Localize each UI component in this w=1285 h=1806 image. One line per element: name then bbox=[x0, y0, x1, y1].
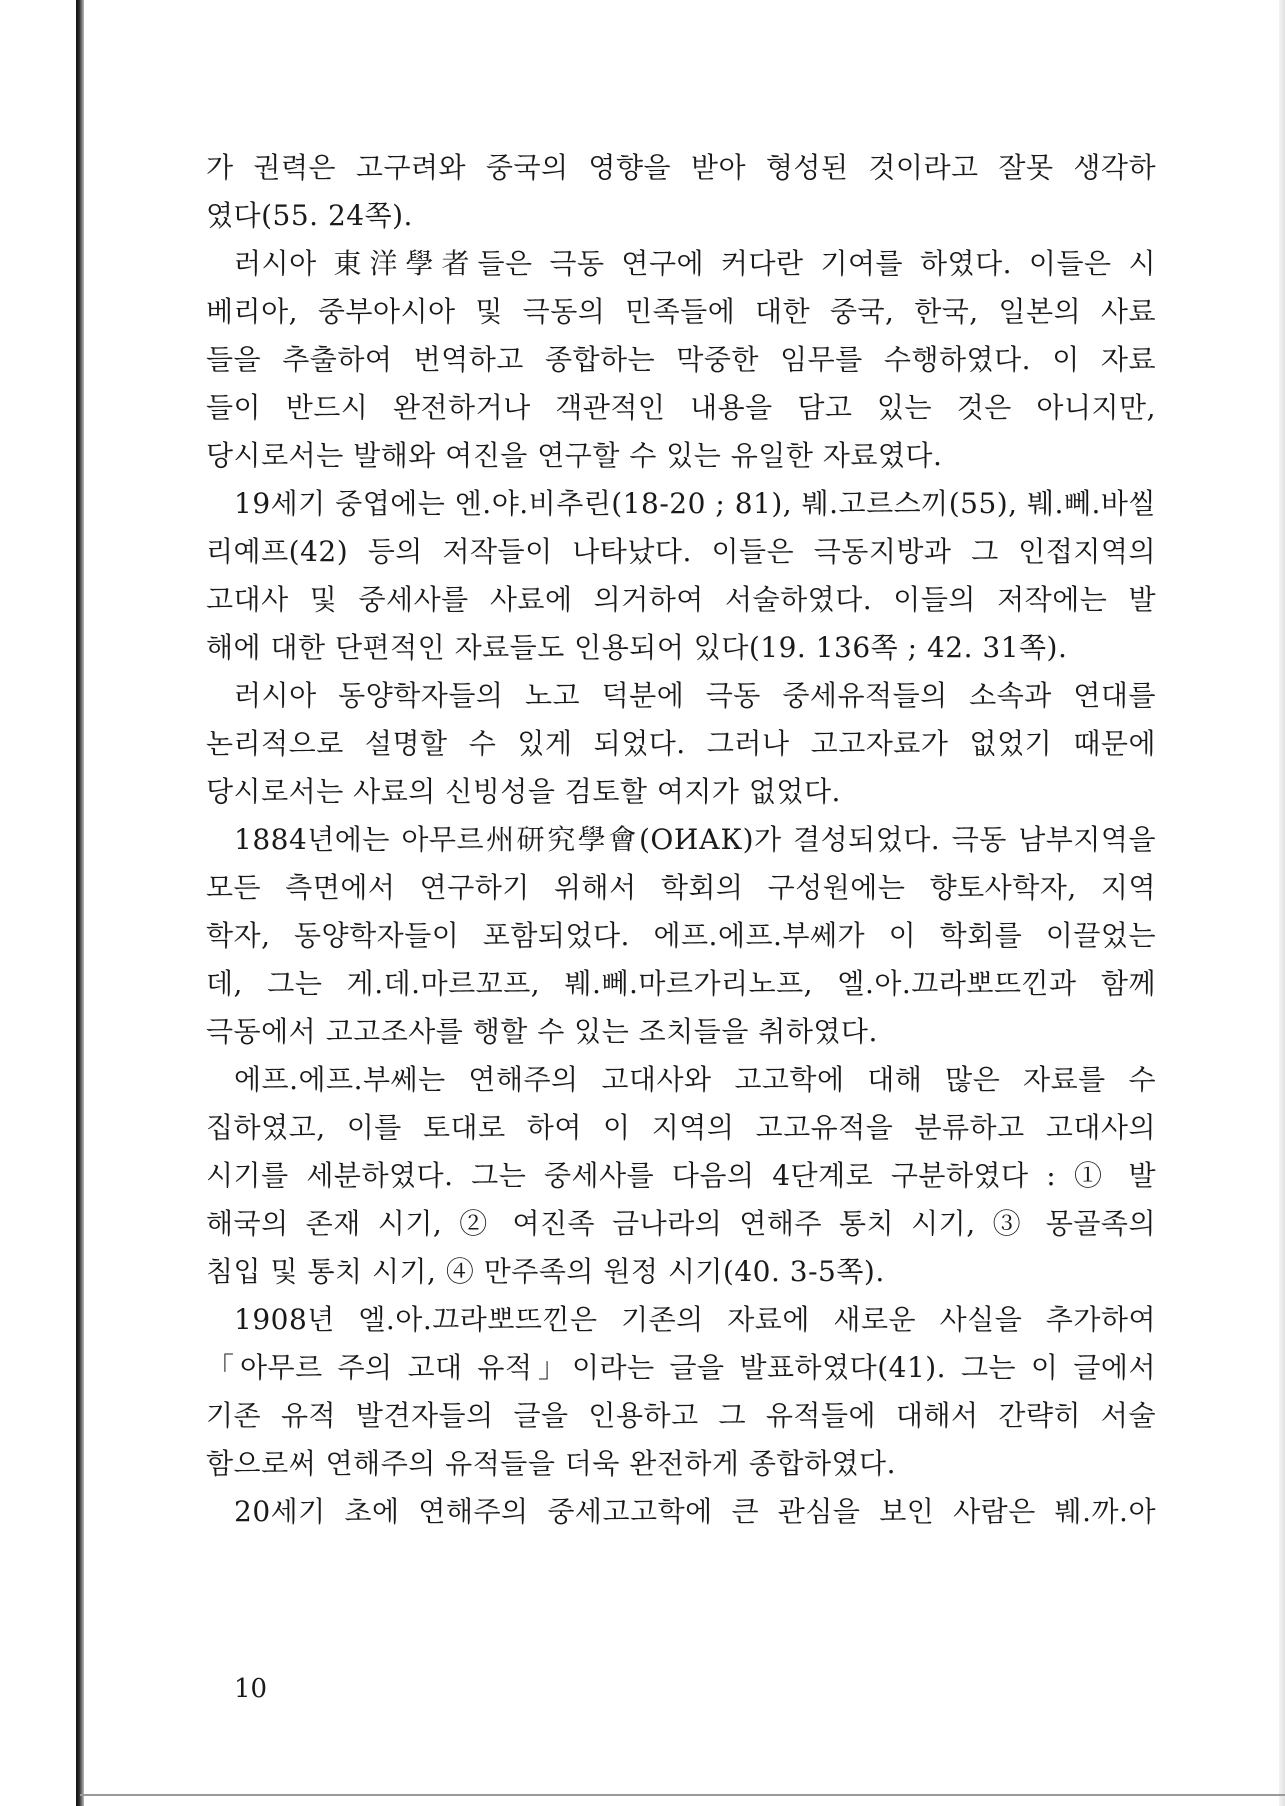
text-line: 당시로서는 사료의 신빙성을 검토할 여지가 없었다. bbox=[206, 775, 841, 808]
page-spine-shadow bbox=[76, 0, 84, 1806]
paragraph-start-line: 에프.에프.부쎄는 연해주의 고대사와 고고학에 대해 많은 자료를 수 bbox=[234, 1063, 1156, 1096]
text-line: 침입 및 통치 시기, ④ 만주족의 원정 시기(40. 3-5쪽). bbox=[206, 1255, 885, 1288]
text-line: 극동에서 고고조사를 행할 수 있는 조치들을 취하였다. bbox=[206, 1015, 878, 1048]
paragraph-start-line: 20세기 초에 연해주의 중세고고학에 큰 관심을 보인 사람은 붸.까.아 bbox=[234, 1495, 1156, 1528]
text-line: 기존 유적 발견자들의 글을 인용하고 그 유적들에 대해서 간략히 서술 bbox=[206, 1399, 1156, 1432]
page-right-edge bbox=[1279, 0, 1285, 1806]
text-line: 모든 측면에서 연구하기 위해서 학회의 구성원에는 향토사학자, 지역 bbox=[206, 871, 1156, 904]
text-line: 가 권력은 고구려와 중국의 영향을 받아 형성된 것이라고 잘못 생각하 bbox=[206, 151, 1156, 184]
paragraph-start-line: 1908년 엘.아.끄라뽀뜨낀은 기존의 자료에 새로운 사실을 추가하여 bbox=[234, 1303, 1156, 1336]
text-line: 해국의 존재 시기, ② 여진족 금나라의 연해주 통치 시기, ③ 몽골족의 bbox=[206, 1207, 1156, 1240]
text-line: 고대사 및 중세사를 사료에 의거하여 서술하였다. 이들의 저작에는 발 bbox=[206, 583, 1156, 616]
page-bottom-edge bbox=[80, 1794, 1285, 1796]
text-line: 들을 추출하여 번역하고 종합하는 막중한 임무를 수행하였다. 이 자료 bbox=[206, 343, 1156, 376]
paragraph-start-line: 러시아 東洋學者들은 극동 연구에 커다란 기여를 하였다. 이들은 시 bbox=[234, 247, 1156, 280]
paragraph-start-line: 1884년에는 아무르州研究學會(ОИАК)가 결성되었다. 극동 남부지역을 bbox=[234, 823, 1156, 856]
page-number: 10 bbox=[234, 1674, 268, 1704]
text-line: 「아무르 주의 고대 유적」이라는 글을 발표하였다(41). 그는 이 글에서 bbox=[206, 1351, 1156, 1384]
text-line: 베리아, 중부아시아 및 극동의 민족들에 대한 중국, 한국, 일본의 사료 bbox=[206, 295, 1156, 328]
paragraph-start-line: 19세기 중엽에는 엔.야.비추린(18-20 ; 81), 붸.고르스끼(55), 붸.뻬.바씰 bbox=[234, 487, 1156, 520]
text-line: 학자, 동양학자들이 포함되었다. 에프.에프.부쎄가 이 학회를 이끌었는 bbox=[206, 919, 1156, 952]
text-line: 논리적으로 설명할 수 있게 되었다. 그러나 고고자료가 없었기 때문에 bbox=[206, 727, 1156, 760]
text-line: 당시로서는 발해와 여진을 연구할 수 있는 유일한 자료였다. bbox=[206, 439, 943, 472]
paragraph-start-line: 러시아 동양학자들의 노고 덕분에 극동 중세유적들의 소속과 연대를 bbox=[234, 679, 1156, 712]
text-line: 들이 반드시 완전하거나 객관적인 내용을 담고 있는 것은 아니지만, bbox=[206, 391, 1156, 424]
text-line: 해에 대한 단편적인 자료들도 인용되어 있다(19. 136쪽 ; 42. 31쪽). bbox=[206, 631, 1068, 664]
text-line: 집하였고, 이를 토대로 하여 이 지역의 고고유적을 분류하고 고대사의 bbox=[206, 1111, 1156, 1144]
text-line: 데, 그는 게.데.마르꼬프, 붸.뻬.마르가리노프, 엘.아.끄라뽀뜨낀과 함께 bbox=[206, 967, 1156, 1000]
text-line: 리예프(42) 등의 저작들이 나타났다. 이들은 극동지방과 그 인접지역의 bbox=[206, 535, 1156, 568]
text-line: 였다(55. 24쪽). bbox=[206, 199, 413, 232]
body-text bbox=[206, 144, 1156, 1536]
text-line: 함으로써 연해주의 유적들을 더욱 완전하게 종합하였다. bbox=[206, 1447, 897, 1480]
text-line: 시기를 세분하였다. 그는 중세사를 다음의 4단계로 구분하였다 : ① 발 bbox=[206, 1159, 1156, 1192]
